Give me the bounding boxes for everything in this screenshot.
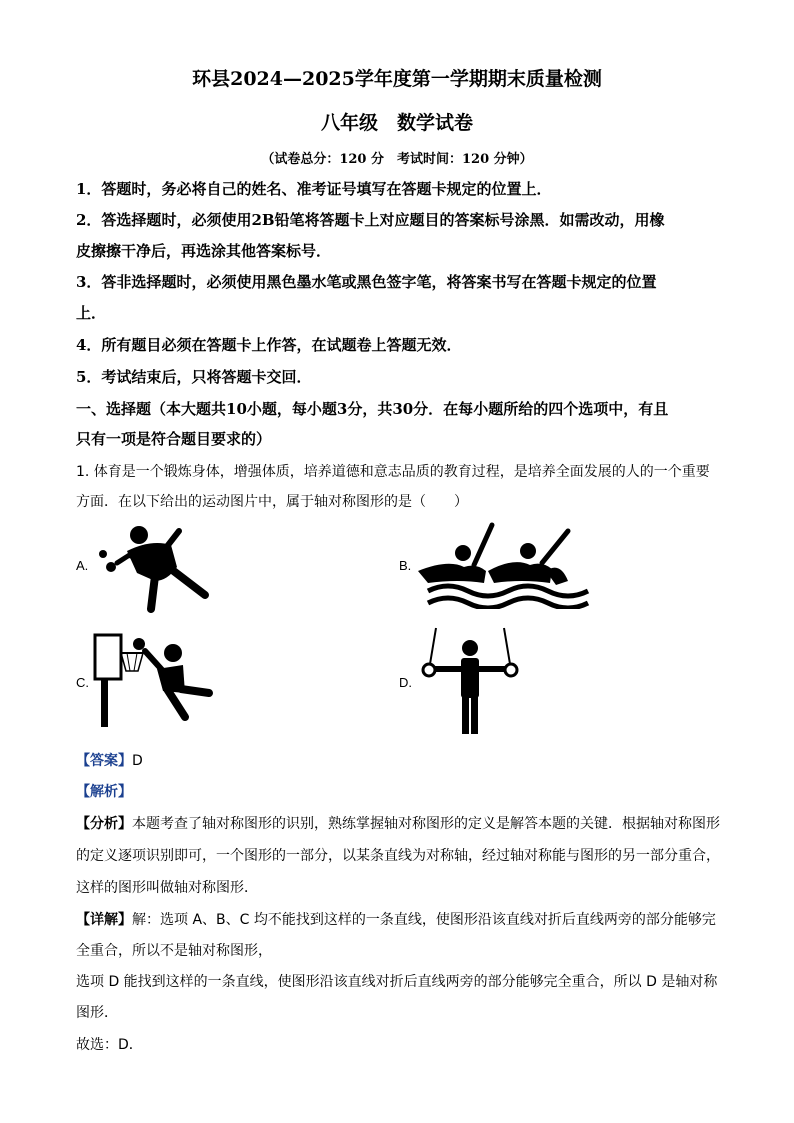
question-text: 1. 体育是一个锻炼身体，增强体质，培养道德和意志品质的教育过程，是培养全面发展的人的一个重要 [76, 464, 710, 480]
instruction-line: 上． [76, 304, 107, 322]
section-heading: 只有一项是符合题目要求的） [76, 430, 272, 448]
analysis-text: 本题考查了轴对称图形的识别，熟练掌握轴对称图形的定义是解答本题的关键．根据轴对称图形 [132, 816, 720, 832]
exam-subtitle: 八年级 数学试卷 [320, 112, 473, 134]
option-b-label: B. [399, 558, 412, 573]
instruction-line: 1．答题时，务必将自己的姓名、准考证号填写在答题卡规定的位置上． [76, 180, 552, 198]
option-c-label: C. [76, 675, 89, 690]
detail-line [76, 909, 716, 929]
exam-title: 环县2024—2025学年度第一学期期末质量检测 [192, 68, 602, 90]
analysis-line: 的定义逐项识别即可，一个图形的一部分，以某条直线为对称轴，经过轴对称能与图形的另一部分重合， [76, 848, 720, 864]
instruction-line: 5．考试结束后，只将答题卡交回． [76, 368, 312, 386]
instruction-line: 4．所有题目必须在答题卡上作答，在试题卷上答题无效． [76, 336, 462, 354]
detail-line: 图形． [76, 1005, 118, 1021]
answer-value: D [132, 753, 143, 769]
detail-tag: 【详解】 [76, 912, 132, 928]
option-a-label: A. [76, 558, 89, 573]
rings-gymnast-figure [418, 626, 522, 736]
analysis-tag: 【分析】 [76, 816, 132, 832]
question-text: 方面．在以下给出的运动图片中，属于轴对称图形的是（ ） [76, 494, 468, 510]
table-tennis-figure [93, 521, 215, 613]
instruction-line: 2．答选择题时，必须使用2B铅笔将答题卡上对应题目的答案标号涂黑．如需改动，用橡 [76, 211, 665, 229]
instruction-line: 3．答非选择题时，必须使用黑色墨水笔或黑色签字笔，将答案书写在答题卡规定的位置 [76, 273, 657, 291]
analysis-line [76, 813, 720, 833]
answer-label: 【答案】 [76, 753, 132, 769]
detail-line: 全重合，所以不是轴对称图形， [76, 943, 272, 959]
answer-line [76, 750, 143, 770]
option-d-label: D. [399, 675, 412, 690]
conclusion-line: 故选：D． [76, 1037, 143, 1053]
detail-text: 解：选项 A、B、C 均不能找到这样的一条直线，使图形沿该直线对折后直线两旁的部分能够完 [132, 912, 716, 928]
exam-info: （试卷总分：120 分 考试时间：120 分钟） [261, 152, 533, 167]
synchronized-swimming-figure [418, 521, 600, 609]
basketball-figure [93, 631, 215, 729]
analysis-heading: 【解析】 [76, 784, 132, 800]
detail-line: 选项 D 能找到这样的一条直线，使图形沿该直线对折后直线两旁的部分能够完全重合，所以 D 是轴对称 [76, 974, 718, 990]
section-heading: 一、选择题（本大题共10小题，每小题3分，共30分．在每小题所给的四个选项中，有且 [76, 400, 669, 418]
analysis-line: 这样的图形叫做轴对称图形． [76, 880, 258, 896]
instruction-line: 皮擦擦干净后，再选涂其他答案标号． [76, 242, 332, 260]
